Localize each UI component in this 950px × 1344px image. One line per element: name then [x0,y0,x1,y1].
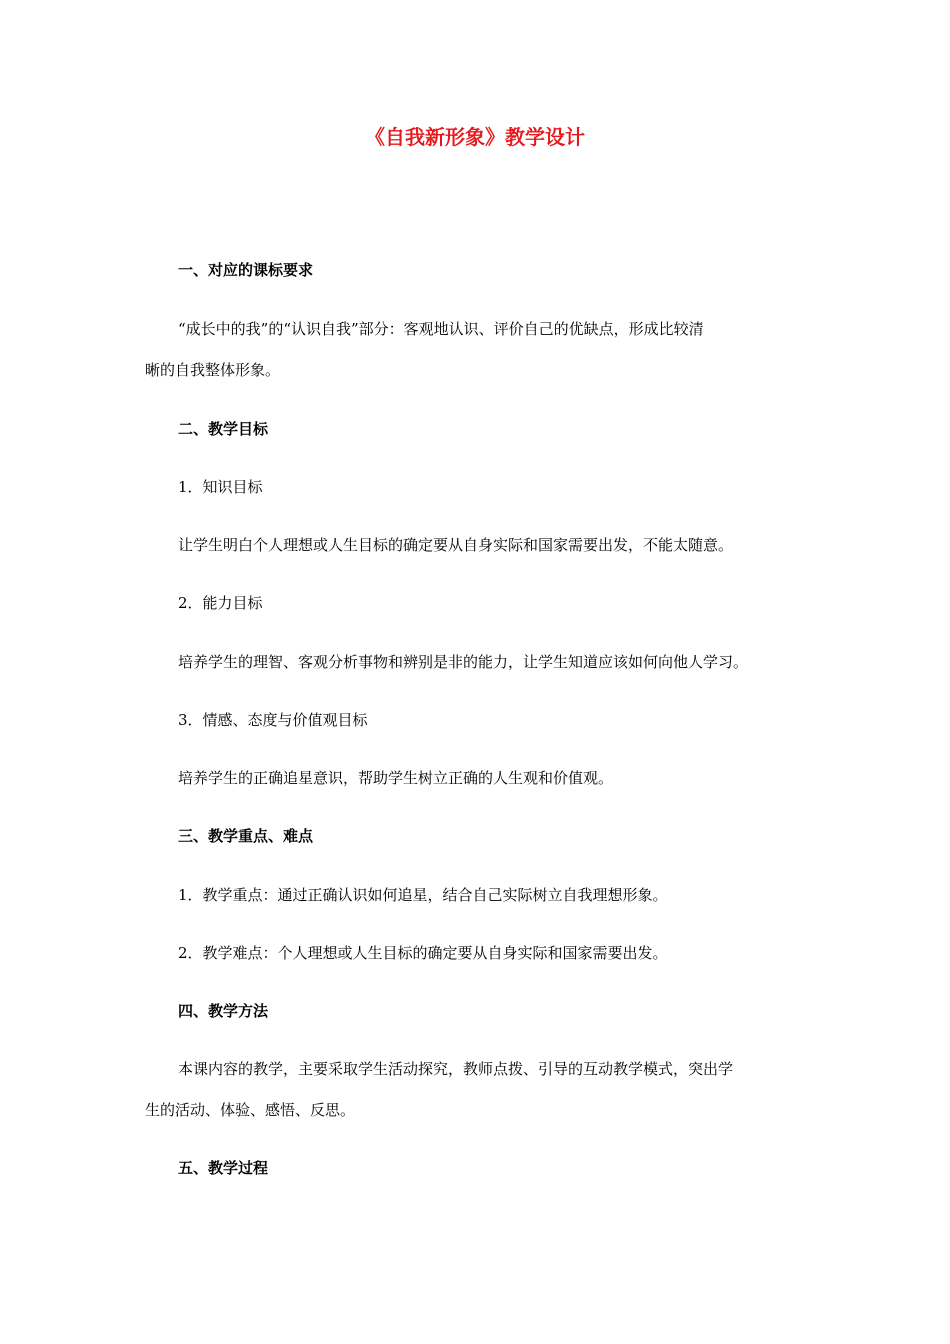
methods-paragraph-line-1: 本课内容的教学，主要采取学生活动探究，教师点拨、引导的互动教学模式，突出学 [178,1060,734,1078]
methods-paragraph-line-2: 生的活动、体验、感悟、反思。 [145,1101,356,1119]
section-heading-goals: 二、教学目标 [178,420,269,438]
curriculum-paragraph-line-2: 晰的自我整体形象。 [145,361,281,379]
section-heading-process: 五、教学过程 [178,1159,269,1177]
section-heading-key-points: 三、教学重点、难点 [178,827,314,845]
section-heading-methods: 四、教学方法 [178,1002,269,1020]
curriculum-paragraph-line-1: “成长中的我”的“认识自我”部分：客观地认识、评价自己的优缺点，形成比较清 [178,320,704,338]
goal-emotion-text: 培养学生的正确追星意识，帮助学生树立正确的人生观和价值观。 [178,769,614,787]
key-point-difficulty: 2．教学难点：个人理想或人生目标的确定要从自身实际和国家需要出发。 [178,944,668,962]
goal-ability-text: 培养学生的理智、客观分析事物和辨别是非的能力，让学生知道应该如何向他人学习。 [178,653,749,671]
key-point-focus: 1．教学重点：通过正确认识如何追星，结合自己实际树立自我理想形象。 [178,886,668,904]
document-title: 《自我新形象》教学设计 [365,125,585,149]
section-heading-curriculum: 一、对应的课标要求 [178,261,314,279]
goal-knowledge-title: 1．知识目标 [178,478,263,496]
goal-knowledge-text: 让学生明白个人理想或人生目标的确定要从自身实际和国家需要出发，不能太随意。 [178,536,734,554]
goal-ability-title: 2．能力目标 [178,594,263,612]
goal-emotion-title: 3．情感、态度与价值观目标 [178,711,368,729]
